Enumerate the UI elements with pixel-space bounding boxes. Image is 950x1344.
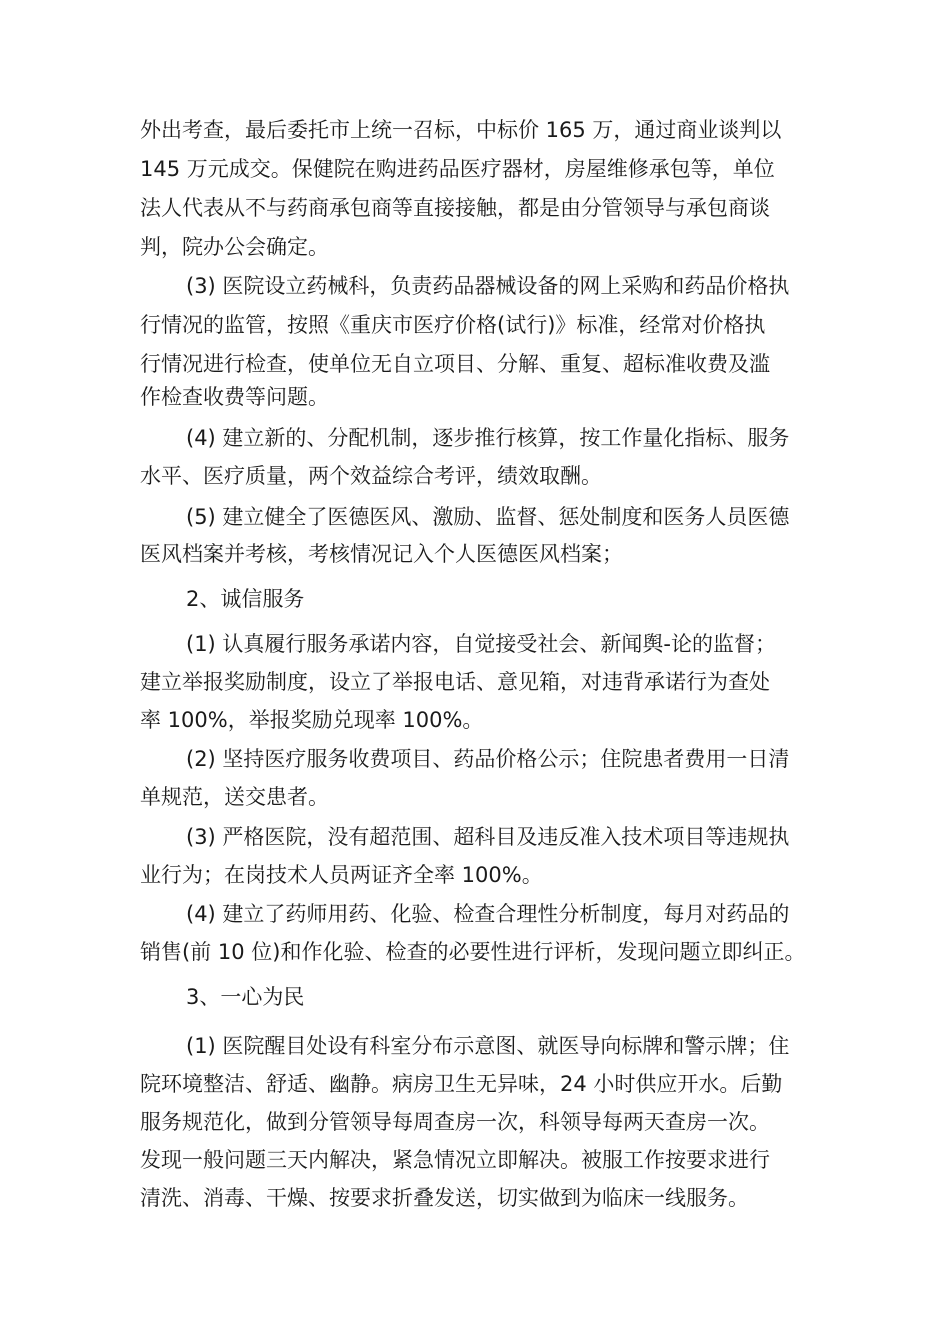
text-line: 清洗、消毒、干燥、按要求折叠发送，切实做到为临床一线服务。 (140, 1186, 749, 1210)
text-line: 判，院办公会确定。 (140, 235, 329, 259)
text-line: 外出考查，最后委托市上统一召标，中标价 165 万，通过商业谈判以 (140, 118, 782, 142)
text-line: 行情况进行检查，使单位无自立项目、分解、重复、超标准收费及滥 (140, 352, 770, 376)
text-line: 行情况的监管，按照《重庆市医疗价格(试行)》标准，经常对价格执 (140, 313, 766, 337)
text-line: 院环境整洁、舒适、幽静。病房卫生无异味，24 小时供应开水。后勤 (140, 1072, 783, 1096)
section-heading: 3、一心为民 (186, 985, 305, 1009)
text-line: 率 100%，举报奖励兑现率 100%。 (140, 708, 484, 732)
text-line: 服务规范化，做到分管领导每周查房一次，科领导每两天查房一次。 (140, 1110, 770, 1134)
text-line: 建立举报奖励制度，设立了举报电话、意见箱，对违背承诺行为查处 (140, 670, 770, 694)
text-line: (4) 建立新的、分配机制，逐步推行核算，按工作量化指标、服务 (186, 426, 790, 450)
text-line: 单规范，送交患者。 (140, 785, 329, 809)
text-line: 145 万元成交。保健院在购进药品医疗器材，房屋维修承包等，单位 (140, 157, 775, 181)
text-line: (3) 严格医院，没有超范围、超科目及违反准入技术项目等违规执 (186, 825, 790, 849)
text-line: (4) 建立了药师用药、化验、检查合理性分析制度，每月对药品的 (186, 902, 790, 926)
section-heading: 2、诚信服务 (186, 587, 305, 611)
text-line: (1) 认真履行服务承诺内容，自觉接受社会、新闻舆-论的监督； (186, 632, 776, 656)
text-line: 法人代表从不与药商承包商等直接接触，都是由分管领导与承包商谈 (140, 196, 770, 220)
text-line: (3) 医院设立药械科，负责药品器械设备的网上采购和药品价格执 (186, 274, 790, 298)
text-line: (1) 医院醒目处设有科室分布示意图、就医导向标牌和警示牌；住 (186, 1034, 790, 1058)
text-line: (5) 建立健全了医德医风、激励、监督、惩处制度和医务人员医德 (186, 505, 790, 529)
text-line: 发现一般问题三天内解决，紧急情况立即解决。被服工作按要求进行 (140, 1148, 770, 1172)
text-line: 销售(前 10 位)和作化验、检查的必要性进行评析，发现问题立即纠正。 (140, 940, 806, 964)
text-line: 业行为；在岗技术人员两证齐全率 100%。 (140, 863, 543, 887)
text-line: (2) 坚持医疗服务收费项目、药品价格公示；住院患者费用一日清 (186, 747, 790, 771)
text-line: 医风档案并考核，考核情况记入个人医德医风档案； (140, 542, 623, 566)
text-line: 水平、医疗质量，两个效益综合考评，绩效取酬。 (140, 464, 602, 488)
text-line: 作检查收费等问题。 (140, 385, 329, 409)
